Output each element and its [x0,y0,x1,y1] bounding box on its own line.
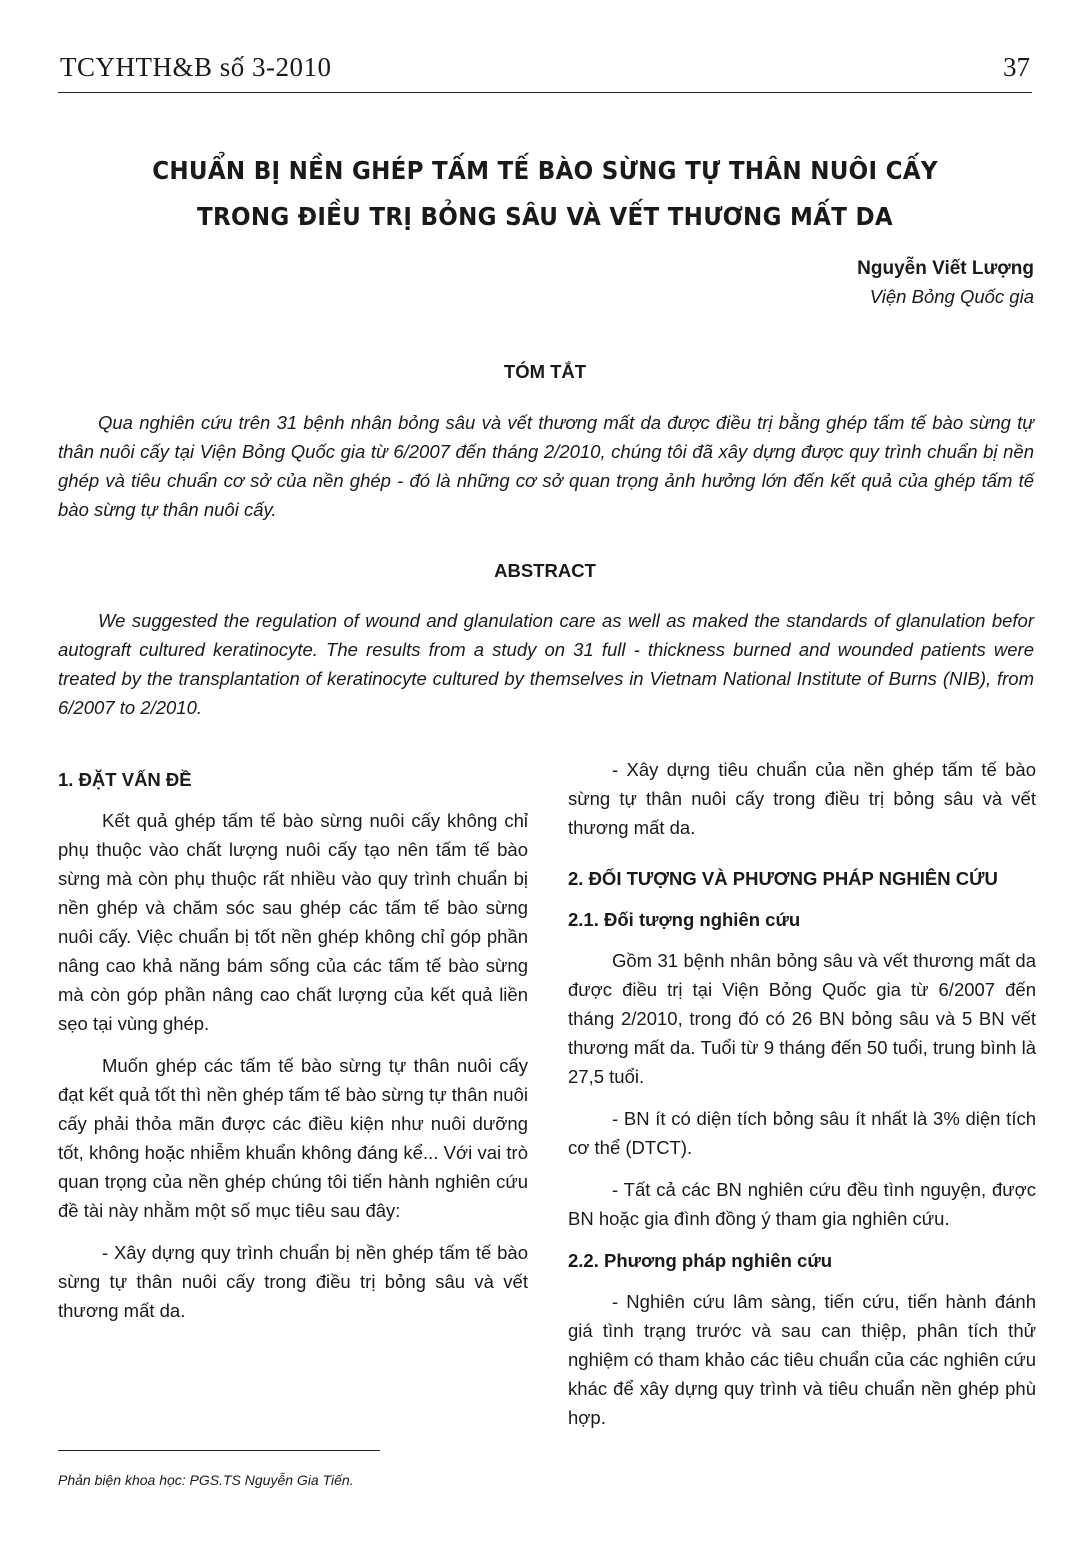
paragraph: Gồm 31 bệnh nhân bỏng sâu và vết thương mất da được điều trị tại Viện Bỏng Quốc gia từ 6/2007 đến tháng 2/2010, trong đó có 26 BN bỏng sâu và 5 BN vết thương mất da. Tuổi từ 9 tháng đến 50 tuổi, trung bình là 27,5 tuổi. [568,950,1036,1087]
author-affiliation: Viện Bỏng Quốc gia [869,286,1034,307]
paragraph: Kết quả ghép tấm tế bào sừng nuôi cấy không chỉ phụ thuộc vào chất lượng nuôi cấy tạo nên tấm tế bào sừng mà còn phụ thuộc rất nhiều vào quy trình chuẩn bị nền ghép và chăm sóc sau ghép các tấm tế bào sừng nuôi cấy. Việc chuẩn bị tốt nền ghép không chỉ góp phần nâng cao khả năng bám sống của các tấm tế bào sừng mà còn góp phần nâng cao chất lượng của kết quả liền sẹo tại vùng ghép. [58,810,528,1034]
title-line-2: TRONG ĐIỀU TRỊ BỎNG SÂU VÀ VẾT THƯƠNG MẤT DA [197,202,893,231]
journal-issue: TCYHTH&B số 3-2010 [60,52,332,82]
summary-heading: TÓM TẮT [503,361,587,382]
subsection-2-2-heading: 2.2. Phương pháp nghiên cứu [568,1250,833,1271]
author-name: Nguyễn Viết Lượng [857,258,1034,279]
paragraph: - BN ít có diện tích bỏng sâu ít nhất là 3% diện tích cơ thể (DTCT). [568,1108,1036,1158]
paragraph: - Xây dựng quy trình chuẩn bị nền ghép tấm tế bào sừng tự thân nuôi cấy trong điều trị bỏng sâu và vết thương mất da. [58,1242,528,1321]
page-number: 37 [1003,52,1030,82]
paragraph: Muốn ghép các tấm tế bào sừng tự thân nuôi cấy đạt kết quả tốt thì nền ghép tấm tế bào sừng tự thân nuôi cấy phải thỏa mãn được các điều kiện như nuôi dưỡng tốt, không hoặc nhiễm khuẩn không đáng kể... Với vai trò quan trọng của nền ghép chúng tôi tiến hành nghiên cứu đề tài này nhằm một số mục tiêu sau đây: [58,1055,528,1221]
paragraph: - Nghiên cứu lâm sàng, tiến cứu, tiến hành đánh giá tình trạng trước và sau can thiệp, phân tích thử nghiệm có tham khảo các tiêu chuẩn của các nghiên cứu khác để xây dựng quy trình và tiêu chuẩn nền ghép phù hợp. [568,1291,1036,1428]
abstract-text: We suggested the regulation of wound and glanulation care as well as maked the standards of glanulation befor autograft cultured keratinocyte. The results from a study on 31 full - thickness burned and wounded patients were treated by the transplantation of keratinocyte cultured by themselves in Vietnam National Institute of Burns (NIB), from 6/2007 to 2/2010. [58,610,1034,718]
paragraph: - Xây dựng tiêu chuẩn của nền ghép tấm tế bào sừng tự thân nuôi cấy trong điều trị bỏng sâu và vết thương mất da. [568,759,1036,838]
article-title [136,148,955,240]
subsection-2-1-heading: 2.1. Đối tượng nghiên cứu [568,909,801,930]
abstract-heading: ABSTRACT [494,560,596,581]
paragraph: - Tất cả các BN nghiên cứu đều tình nguyện, được BN hoặc gia đình đồng ý tham gia nghiên cứu. [568,1179,1036,1229]
footnote-divider [58,1450,380,1451]
summary-text: Qua nghiên cứu trên 31 bệnh nhân bỏng sâu và vết thương mất da được điều trị bằng ghép tấm tế bào sừng tự thân nuôi cấy tại Viện Bỏng Quốc gia từ 6/2007 đến tháng 2/2010, chúng tôi đã xây dựng được quy trình chuẩn bị nền ghép và tiêu chuẩn cơ sở của nền ghép - đó là những cơ sở quan trọng ảnh hưởng lớn đến kết quả của ghép tấm tế bào sừng tự thân nuôi cấy. [58,412,1034,520]
section-1-heading: 1. ĐẶT VẤN ĐỀ [58,769,192,790]
footnote-reviewer: Phản biện khoa học: PGS.TS Nguyễn Gia Tiến. [58,1472,354,1488]
title-line-1: CHUẨN BỊ NỀN GHÉP TẤM TẾ BÀO SỪNG TỰ THÂN NUÔI CẤY [152,156,938,185]
right-column [568,755,1036,1445]
running-header [58,52,1032,93]
left-column [58,755,528,1338]
section-2-heading: 2. ĐỐI TƯỢNG VÀ PHƯƠNG PHÁP NGHIÊN CỨU [568,868,998,889]
